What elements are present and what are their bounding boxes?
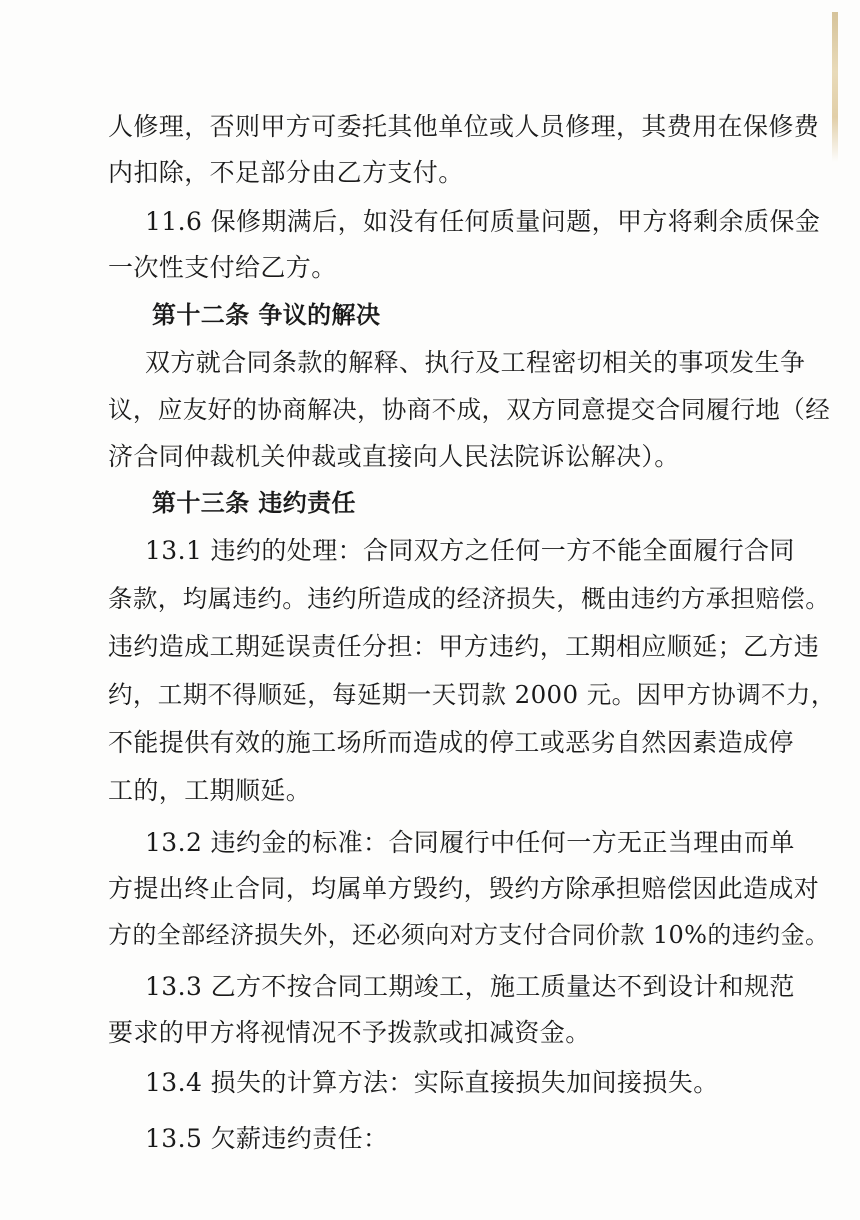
text-line: 议，应友好的协商解决，协商不成，双方同意提交合同履行地（经 (108, 395, 831, 424)
text-line: 13.3 乙方不按合同工期竣工，施工质量达不到设计和规范 (145, 972, 795, 1001)
text-line: 一次性支付给乙方。 (108, 253, 337, 282)
text-line: 内扣除，不足部分由乙方支付。 (108, 158, 464, 187)
text-line: 11.6 保修期满后，如没有任何质量问题，甲方将剩余质保金 (145, 207, 821, 236)
section-heading-13: 第十三条 违约责任 (152, 489, 356, 517)
text-line: 济合同仲裁机关仲裁或直接向人民法院诉讼解决）。 (108, 442, 680, 471)
text-line: 方提出终止合同，均属单方毁约，毁约方除承担赔偿因此造成对 (108, 874, 820, 903)
text-line: 13.5 欠薪违约责任： (145, 1124, 389, 1153)
text-line: 违约造成工期延误责任分担：甲方违约，工期相应顺延；乙方违 (108, 632, 820, 661)
text-line: 工的，工期顺延。 (108, 776, 312, 805)
text-line: 要求的甲方将视情况不予拨款或扣减资金。 (108, 1018, 591, 1047)
text-line: 13.4 损失的计算方法：实际直接损失加间接损失。 (145, 1068, 719, 1097)
scan-edge-mark (832, 12, 838, 162)
section-heading-12: 第十二条 争议的解决 (152, 301, 381, 329)
text-line: 双方就合同条款的解释、执行及工程密切相关的事项发生争 (145, 348, 806, 377)
text-line: 约，工期不得顺延，每延期一天罚款 2000 元。因甲方协调不力， (108, 680, 836, 709)
text-line: 不能提供有效的施工场所而造成的停工或恶劣自然因素造成停 (108, 728, 794, 757)
text-line: 人修理，否则甲方可委托其他单位或人员修理，其费用在保修费 (108, 112, 820, 141)
text-line: 13.2 违约金的标准：合同履行中任何一方无正当理由而单 (145, 828, 795, 857)
text-line: 条款，均属违约。违约所造成的经济损失，概由违约方承担赔偿。 (108, 584, 831, 613)
text-line: 方的全部经济损失外，还必须向对方支付合同价款 10%的违约金。 (108, 921, 830, 949)
text-line: 13.1 违约的处理：合同双方之任何一方不能全面履行合同 (145, 536, 795, 565)
